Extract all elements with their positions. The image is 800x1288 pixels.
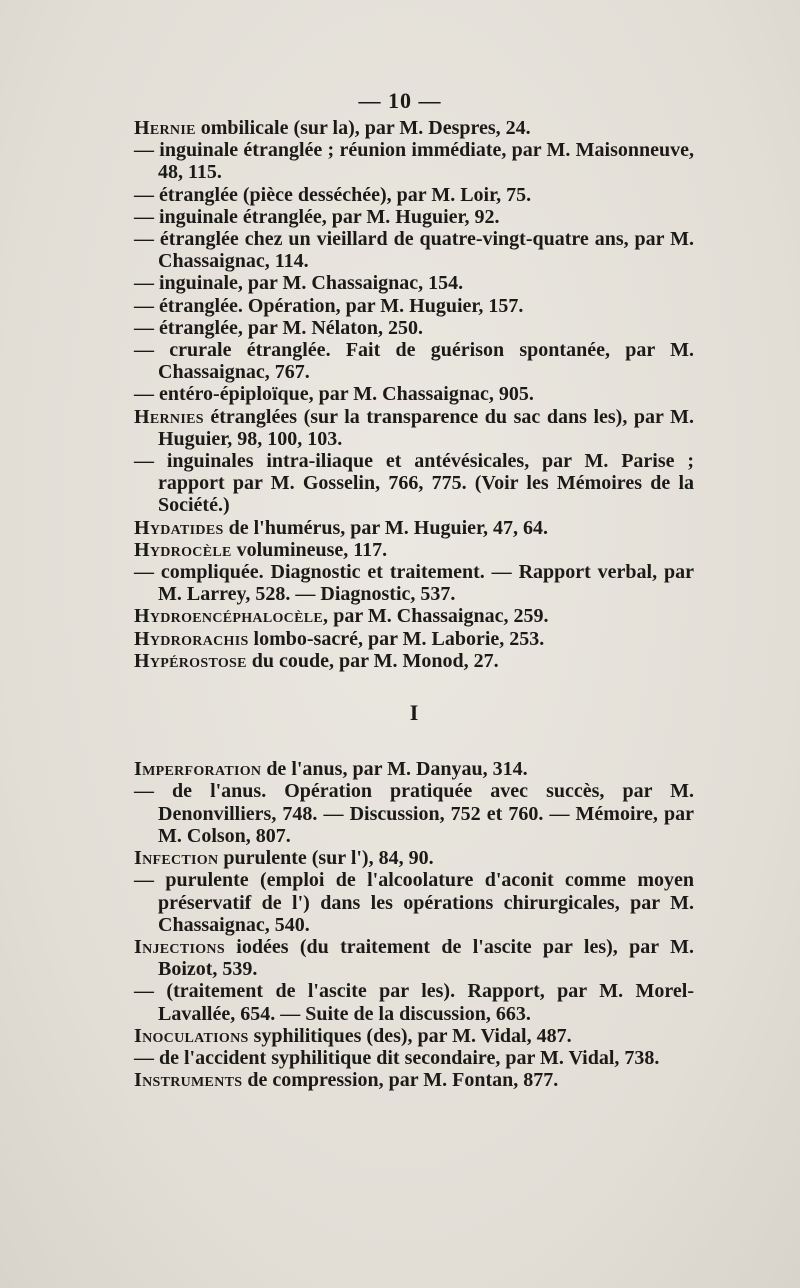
index-entry bbox=[134, 272, 694, 294]
entry-text: — crurale étranglée. Fait de guérison spontanée, par M. Chassaignac, 767. bbox=[134, 339, 694, 384]
entry-text: — étranglée (pièce desséchée), par M. Loir, 75. bbox=[134, 183, 532, 206]
index-content bbox=[134, 117, 694, 1091]
index-entry bbox=[134, 628, 694, 650]
entry-text: iodées (du traitement de l'ascite par les), par M. Boizot, 539. bbox=[158, 935, 694, 981]
entry-headword: Instruments bbox=[134, 1069, 243, 1092]
index-entry bbox=[134, 980, 694, 1024]
entry-text: — (traitement de l'ascite par les). Rapport, par M. Morel-Lavallée, 654. — Suite de la discussion, 663. bbox=[134, 980, 694, 1025]
entry-text: — étranglée. Opération, par M. Huguier, 157. bbox=[134, 294, 524, 317]
index-entry bbox=[134, 139, 694, 183]
index-section-h bbox=[134, 117, 694, 672]
page-number: — 10 — bbox=[358, 88, 442, 113]
index-entry bbox=[134, 517, 694, 539]
index-entry bbox=[134, 1069, 694, 1091]
entry-headword: Hernie bbox=[134, 117, 196, 139]
entry-headword: Infection bbox=[134, 847, 219, 870]
entry-text: — inguinale, par M. Chassaignac, 154. bbox=[134, 272, 464, 295]
entry-headword: Injections bbox=[134, 935, 225, 958]
index-entry bbox=[134, 847, 694, 869]
entry-text: — purulente (emploi de l'alcoolature d'aconit comme moyen préservatif de l') dans les opérations chirurgicales, par M. Chassaignac, 540. bbox=[134, 869, 694, 936]
index-entry bbox=[134, 1025, 694, 1047]
entry-text: — inguinale étranglée, par M. Huguier, 92. bbox=[134, 205, 500, 228]
index-entry bbox=[134, 406, 694, 450]
entry-text: — compliquée. Diagnostic et traitement. — Rapport verbal, par M. Larrey, 528. — Diagnostic, 537. bbox=[134, 561, 694, 606]
entry-text: ombilicale (sur la), par M. Despres, 24. bbox=[200, 117, 531, 139]
entry-text: — de l'anus. Opération pratiquée avec succès, par M. Denonvilliers, 748. — Discussion, 752 et 760. — Mémoire, par M. Colson, 807. bbox=[134, 780, 694, 847]
entry-text: — entéro-épiploïque, par M. Chassaignac, 905. bbox=[134, 383, 534, 406]
entry-text: — étranglée, par M. Nélaton, 250. bbox=[134, 316, 424, 339]
entry-headword: Hydrocèle bbox=[134, 538, 232, 561]
index-entry bbox=[134, 317, 694, 339]
index-entry bbox=[134, 450, 694, 517]
index-entry bbox=[134, 206, 694, 228]
index-entry bbox=[134, 1047, 694, 1069]
entry-text: étranglées (sur la transparence du sac dans les), par M. Huguier, 98, 100, 103. bbox=[158, 405, 694, 450]
index-entry bbox=[134, 228, 694, 272]
index-entry bbox=[134, 605, 694, 627]
index-entry bbox=[134, 561, 694, 605]
entry-text: de compression, par M. Fontan, 877. bbox=[247, 1069, 559, 1092]
index-section-i bbox=[134, 758, 694, 1091]
entry-headword: Hydrorachis bbox=[134, 627, 249, 650]
entry-headword: Hydroencéphalocèle, bbox=[134, 605, 329, 628]
entry-text: de l'humérus, par M. Huguier, 47, 64. bbox=[228, 516, 549, 539]
entry-text: par M. Chassaignac, 259. bbox=[333, 605, 549, 628]
entry-text: syphilitiques (des), par M. Vidal, 487. bbox=[253, 1024, 572, 1047]
index-entry bbox=[134, 650, 694, 672]
index-entry bbox=[134, 339, 694, 383]
index-entry bbox=[134, 184, 694, 206]
entry-text: purulente (sur l'), 84, 90. bbox=[223, 847, 434, 870]
index-entry bbox=[134, 758, 694, 780]
index-entry bbox=[134, 869, 694, 936]
entry-text: de l'anus, par M. Danyau, 314. bbox=[266, 758, 528, 781]
entry-text: du coude, par M. Monod, 27. bbox=[251, 649, 499, 672]
entry-headword: Hernies bbox=[134, 405, 204, 428]
entry-text: volumineuse, 117. bbox=[236, 538, 388, 561]
index-entry bbox=[134, 295, 694, 317]
index-entry bbox=[134, 539, 694, 561]
section-letter: I bbox=[409, 700, 419, 726]
index-entry bbox=[134, 936, 694, 980]
index-entry bbox=[134, 383, 694, 405]
entry-text: — inguinales intra-iliaque et antévésicales, par M. Parise ; rapport par M. Gosselin, 766, 775. (Voir les Mémoires de la Société.) bbox=[134, 450, 694, 517]
entry-headword: Hydatides bbox=[134, 516, 224, 539]
entry-headword: Hypérostose bbox=[134, 649, 247, 672]
entry-text: — de l'accident syphilitique dit secondaire, par M. Vidal, 738. bbox=[134, 1046, 660, 1069]
index-entry bbox=[134, 780, 694, 847]
index-entry bbox=[134, 117, 694, 139]
entry-text: — étranglée chez un vieillard de quatre-vingt-quatre ans, par M. Chassaignac, 114. bbox=[134, 228, 694, 273]
entry-headword: Imperforation bbox=[134, 758, 262, 781]
entry-text: lombo-sacré, par M. Laborie, 253. bbox=[253, 627, 545, 650]
entry-text: — inguinale étranglée ; réunion immédiate, par M. Maisonneuve, 48, 115. bbox=[134, 139, 694, 184]
entry-headword: Inoculations bbox=[134, 1024, 249, 1047]
